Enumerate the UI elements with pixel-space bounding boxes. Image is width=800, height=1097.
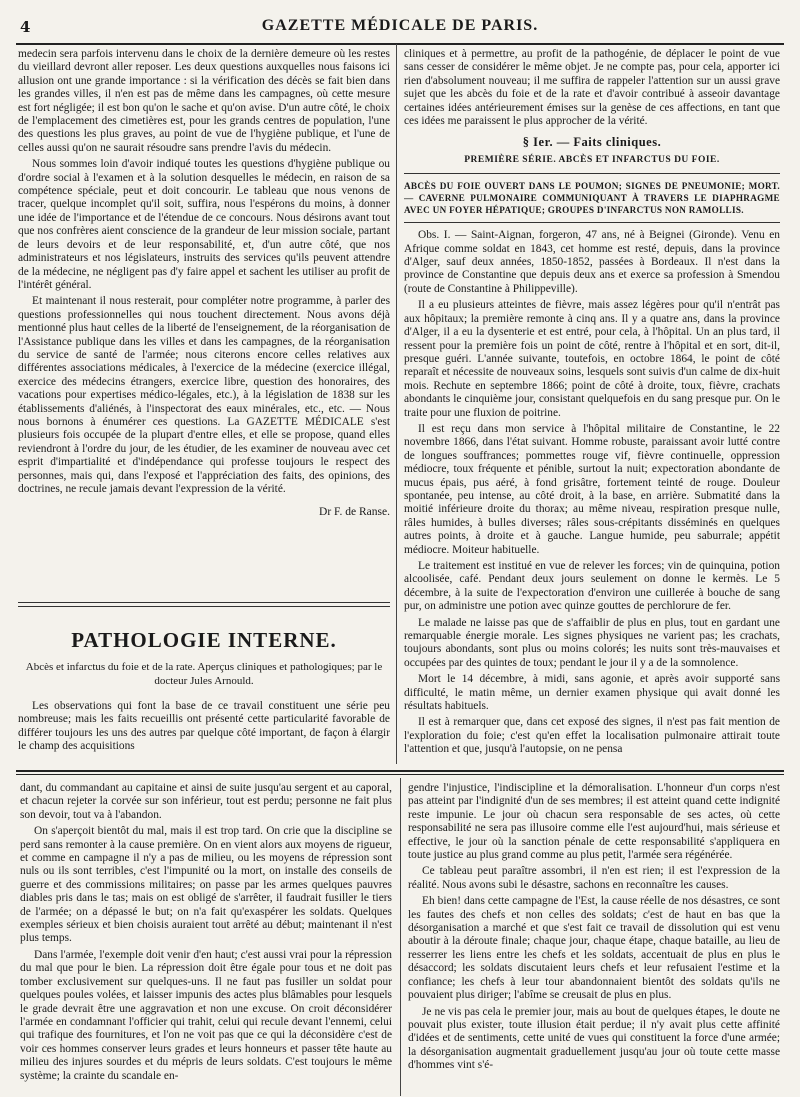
- column-bottom-left: [20, 782, 392, 1094]
- section-divider: [18, 606, 390, 607]
- paragraph: Il est reçu dans mon service à l'hôpital militaire de Constantine, le 22 novembre 1866, dans l'état suivant. Homme robuste, paraissant avoir lutté contre de longues souffrances; pommettes rouge vif, fièvre continuelle, oppression médiocre, toux fréquente et pénible, surtout la nuit; expectoration abondante de mucus épais, pus aéré, à fond grisâtre, fortement teinté de rouge. Douleur spontanée, peu intense, au côté droit, à la base, en arrière. Submatité dans la moitié inférieure droite du thorax; au même niveau, respiration presque nulle, râles humides, à bulles diverses; râles sous-crépitants disséminés en quelques autres points, à droite et à gauche. Langue humide, peu saburrale; appétit médiocre. Moiteur habituelle.: [404, 422, 780, 556]
- case-summary: ABCÈS DU FOIE OUVERT DANS LE POUMON; SIGNES DE PNEUMONIE; MORT. — CAVERNE PULMONAIRE COMMUNIQUANT À TRAVERS LE DIAPHRAGME AVEC UN FOYER HÉPATIQUE; GROUPES D'INFARCTUS NON RAMOLLIS.: [404, 181, 780, 216]
- paragraph: cliniques et à permettre, au profit de la pathogénie, de déplacer le point de vue sans cesser de considérer le même objet. Je ne compte pas, pour cela, apporter ici rien d'absolument nouveau; il me suffira de rappeler l'attention sur un aussi grave sujet que les abcès du foie et de la rate et d'avoir contribué à asseoir davantage certaines idées antérieurement émises sur la genèse de ces affections, en tant que ces idées me paraissent le plus approcher de la vérité.: [404, 48, 780, 128]
- paragraph: Nous sommes loin d'avoir indiqué toutes les questions d'hygiène publique ou d'ordre social à l'examen et à la solution desquelles le médecin, en raison de sa compétence spéciale, peut et doit concourir. Le tableau que nous venons de tracer, quelque incomplet qu'il soit, suffira, nous l'espérons du moins, à donner une idée de l'importance et de l'étendue de ce concours. Nous désirons avant tout que nos confrères aient conscience de la grandeur de leur mission sociale, partant de leurs devoirs et de leur responsabilité, et, d'un autre côté, que nos administrateurs et nos législateurs, instruits des services qu'ils peuvent attendre de la médecine, ne négligent pas d'y faire appel et sachent les utiliser au profit de l'intérêt général.: [18, 158, 390, 291]
- series-heading: PREMIÈRE SÉRIE. ABCÈS ET INFARCTUS DU FOIE.: [464, 154, 720, 165]
- divider: [404, 222, 780, 223]
- paragraph: Ce tableau peut paraître assombri, il n'en est rien; il est l'expression de la réalité. Nous avons subi le désastre, sachons en reconnaître les causes.: [408, 865, 780, 891]
- paragraph: On s'aperçoit bientôt du mal, mais il est trop tard. On crie que la discipline se perd sans remonter à la cause première. On en vient alors aux moyens de rigueur, et comme en campagne il n'y a pas de milieu, ou les moyens de répression sont nuls ou ils sont terribles, c'est l'impunité ou la mort, on installe des conseils de guerre et des commissions militaires; on passe par les armes quelques pauvres diables pris dans le tas; mais on est obligé de s'arrêter, il faudrait fusiller le tiers de l'armée; on a dépassé le but; on n'a fait qu'exaspérer les soldats. Quelques exemples sérieux et bien choisis auraient tout arrêté au début; maintenant il n'est plus temps.: [20, 825, 392, 945]
- paragraph: Le malade ne laisse pas que de s'affaiblir de plus en plus, tout en gardant une remarquable énergie morale. Les signes physiques ne varient pas; les crachats, toujours abondants, sont plus ou moins colorés; les nuits sont très-mauvaises et occupées par des quintes de toux; pendant le jour il y a de la somnolence.: [404, 616, 780, 669]
- header-rule: [16, 43, 784, 45]
- paragraph: Je ne vis pas cela le premier jour, mais au bout de quelques étapes, le doute ne pouvait plus exister, toute illusion était perdue; il n'y avait plus cette affinité d'idées et de sentiments, cette unité de vues qui constituent la force d'une armée; la désorganisation augmentait graduellement jusqu'au jour où toute cette masse d'hommes vint s'é-: [408, 1005, 780, 1072]
- section-title: PATHOLOGIE INTERNE.: [71, 628, 337, 652]
- page-number: 4: [20, 18, 31, 36]
- column-bottom-right: [408, 782, 780, 1094]
- paragraph: Mort le 14 décembre, à midi, sans agonie, et après avoir supporté sans difficulté, le matin même, un dernier examen physique qui avait donné les résultats habituels.: [404, 673, 780, 713]
- paragraph: Les observations qui font la base de ce travail constituent une série peu nombreuse; mais les faits recueillis ont présenté cette particularité favorable de différer toujours les uns des autres par quelque côté important, de façon à élargir le champ des acquisitions: [18, 700, 390, 753]
- running-title: GAZETTE MÉDICALE DE PARIS.: [261, 17, 539, 34]
- paragraph: Eh bien! dans cette campagne de l'Est, la cause réelle de nos désastres, ce sont les fautes des chefs et non celles des soldats; c'est de haut en bas que la désorganisation a marché et que s'est fait ce travail de dissolution qui est venu aboutir à la déroute finale; chaque jour, chaque étape, chaque bataille, au lieu de resserrer les liens entre les chefs et les soldats, accentuait de plus en plus le désaccord; les soldats discutaient leurs chefs et leur refusaient l'estime et la confiance; les chefs à leur tour abandonnaient bientôt des soldats qu'ils ne pouvaient plus diriger; l'abîme se creusait de plus en plus.: [408, 895, 780, 1002]
- column-divider: [400, 778, 401, 1096]
- paragraph: Le traitement est institué en vue de relever les forces; vin de quinquina, potion alcoolisée, café. Pendant deux jours seulement on donne le kermès. Le 5 décembre, à la suite de l'expectoration d'environ une cuillerée à bouche de sang pur, on administre une potion avec quinze gouttes de perchlorure de fer.: [404, 560, 780, 613]
- feuilleton-divider: [16, 770, 784, 772]
- paragraph: dant, du commandant au capitaine et ainsi de suite jusqu'au sergent et au caporal, et chacun rejeter la corvée sur son inférieur, tout est perdu; personne ne fait plus son devoir, tout va à l'abandon.: [20, 782, 392, 821]
- column-top-left: [18, 48, 390, 596]
- column-divider: [396, 44, 397, 764]
- section-divider: [18, 602, 390, 603]
- feuilleton-divider: [16, 774, 784, 775]
- paragraph: Dans l'armée, l'exemple doit venir d'en haut; c'est aussi vrai pour la répression du mal que pour le bien. La répression doit être égale pour tous et ne doit pas tomber exclusivement sur quelques-uns. Il ne faut pas fusiller un soldat pour quelques poules volées, et laisser impunis des actes plus blâmables pour lesquels le grade devrait être une aggravation et non une excuse. On croit déconsidérer l'armée en condamnant l'officier qui trahit, celui qui recule devant l'ennemi, celui qui trafique des fournitures, et l'on ne voit pas que ce qui la déconsidère c'est de voir ces hommes conserver leurs grades et leurs honneurs et passer tête haute au milieu des injures sourdes et du mépris de leurs soldats. C'est toujours le même système; la crainte du scandale en-: [20, 948, 392, 1082]
- paragraph: gendre l'injustice, l'indiscipline et la démoralisation. L'honneur d'un corps n'est pas atteint par l'indignité d'un de ses membres; il est atteint quand cette indignité reste impunie. Le jour où chacun sera responsable de ses actes, où cette responsabilité ne sera pas illusoire comme elle l'est aujourd'hui, mais sérieuse et effective, le jour où la sanction pénale de cette responsabilité s'appliquera en toute justice au plus grand comme au plus petit, l'armée sera régénérée.: [408, 782, 780, 862]
- article-start: [18, 700, 390, 764]
- paragraph: medecin sera parfois intervenu dans le choix de la dernière demeure où les restes du vieillard devront aller reposer. Les deux questions auxquelles nous faisons ici allusion ont une grande importance : si la vérification des décès se fait bien dans les grandes villes, il n'en est pas de même dans les campagnes, où cette mesure est fort négligée; il est bon qu'on le sache et qu'on avise. D'un autre côté, le choix de l'emplacement des cimetières est, pour les grands centres de population, l'une des questions les plus graves, au point de vue de l'hygiène publique, et l'une de celles aussi qu'on ne saurait résoudre sans prendre l'avis du médecin.: [18, 48, 390, 154]
- article-subtitle: Abcès et infarctus du foie et de la rate. Aperçus cliniques et pathologiques; par le docteur Jules Arnould.: [25, 661, 383, 687]
- paragraph: Il a eu plusieurs atteintes de fièvre, mais assez légères pour qu'il n'entrât pas aux hôpitaux; la première remonte à cinq ans. Il y a quatre ans, dans la province d'Alger, il a eu la dysenterie et est entré, pour cela, à l'hôpital. Un an plus tard, il ressent pour la première fois un point de côté, rentre à l'hôpital et en sort, dit-il, presque guéri. L'année suivante, toutefois, en octobre 1864, le point de côté reparaît et nécessite de nouveaux soins, lesquels sont suivis d'un calme de dix-huit mois. Rechute en septembre 1866; point de côté à droite, toux, fièvre, crachats abondants le cinquième jour, consistant quelquefois en du sang presque pur. On le traite pour une fluxion de poitrine.: [404, 299, 780, 419]
- section-heading: § Ier. — Faits cliniques.: [522, 135, 662, 150]
- signature: Dr F. de Ranse.: [319, 506, 390, 519]
- paragraph: Obs. I. — Saint-Aignan, forgeron, 47 ans, né à Beignei (Gironde). Venu en Afrique comme soldat en 1843, cet homme est resté, depuis, dans la province d'Alger, sauf deux années, 1850-1852, passées à Bordeaux. Il n'est dans la province de Constantine que depuis deux ans et exerce sa profession à Smendou (route de Constantine à Philippeville).: [404, 229, 780, 295]
- divider: [404, 173, 780, 174]
- paragraph: Et maintenant il nous resterait, pour compléter notre programme, à parler des questions professionnelles qui nous touchent directement. Nous avons déjà mentionné plus haut celles de la liberté de l'enseignement, de la réorganisation de l'Assistance publique dans les villes et dans les campagnes, de la réorganisation du service de santé de l'armée; nous citerons encore celles relatives aux différentes associations médicales, à l'exercice de la médecine (exercice illégal, exercice des médecins étrangers, exercice libre, question des honoraires, des vacations pour expertises médico-légales, etc.), à la législation de 1838 sur les établissements d'aliénés, à l'inspectorat des eaux minérales, etc., etc. — Nous nous bornons à énumérer ces questions. La GAZETTE MÉDICALE s'est plusieurs fois occupée de la plupart d'entre elles, et elle se propose, quand elles reviendront à l'ordre du jour, de les étudier, de les examiner de nouveau avec cet esprit d'impartialité et d'indépendance qui professe toujours le respect des personnes, mais qui, dans l'exposé et l'appréciation des faits, des opinions, des doctrines, ne recule jamais devant l'expression de la vérité.: [18, 295, 390, 495]
- paragraph: Il est à remarquer que, dans cet exposé des signes, il n'est pas fait mention de l'exploration du foie; c'est qu'en effet la localisation pulmonaire attirait toute l'attention et que, jusqu'à l'autopsie, on ne pensa: [404, 716, 780, 756]
- column-top-right: [404, 48, 780, 762]
